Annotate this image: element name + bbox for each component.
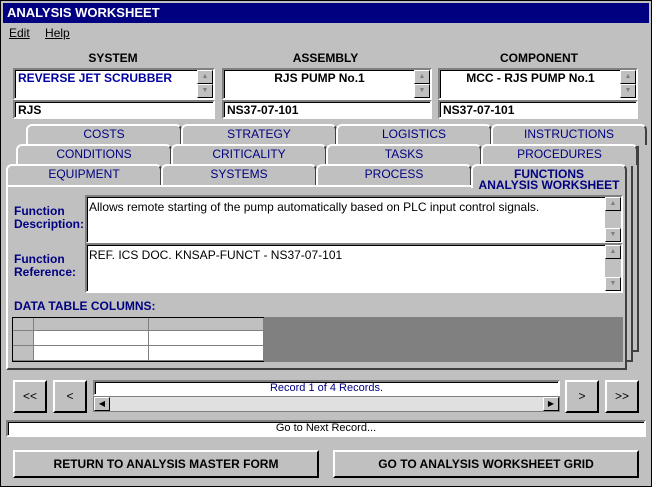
tab-functions-label: FUNCTIONS <box>514 167 584 181</box>
tab-systems[interactable]: SYSTEMS <box>161 164 317 185</box>
assembly-name-scrollbar[interactable] <box>414 70 430 98</box>
scroll-up-icon[interactable]: ▲ <box>414 70 430 84</box>
record-indicator: Record 1 of 4 Records. <box>93 380 560 396</box>
menu-help[interactable]: Help <box>45 26 70 40</box>
title-bar: ANALYSIS WORKSHEET <box>3 3 649 23</box>
scroll-down-icon[interactable]: ▼ <box>414 84 430 98</box>
previous-record-button[interactable]: < <box>53 380 87 413</box>
component-id-value: NS37-07-101 <box>443 103 515 117</box>
menu-edit[interactable]: Edit <box>9 26 30 40</box>
record-scrollbar[interactable] <box>93 396 560 412</box>
assembly-header: ASSEMBLY <box>292 51 359 65</box>
grid-cell[interactable] <box>34 331 149 346</box>
grid-cell[interactable] <box>149 346 264 361</box>
tab-instructions[interactable]: INSTRUCTIONS <box>491 124 647 145</box>
tab-criticality[interactable]: CRITICALITY <box>171 144 327 165</box>
component-name-value: MCC - RJS PUMP No.1 <box>466 71 595 85</box>
assembly-id-value: NS37-07-101 <box>227 103 299 117</box>
function-reference-label: Function Reference: <box>14 252 77 279</box>
last-record-button[interactable]: >> <box>605 380 639 413</box>
status-bar: Go to Next Record... <box>6 420 646 437</box>
menu-bar <box>3 24 649 42</box>
scroll-left-icon[interactable]: ◀ <box>94 397 110 411</box>
tab-costs[interactable]: COSTS <box>26 124 182 145</box>
tab-conditions[interactable]: CONDITIONS <box>16 144 172 165</box>
system-name-field[interactable] <box>13 68 215 100</box>
assembly-name-value: RJS PUMP No.1 <box>274 71 365 85</box>
scroll-up-icon[interactable]: ▲ <box>197 70 213 84</box>
grid-row-header[interactable] <box>13 331 34 346</box>
assembly-id-field[interactable] <box>222 100 432 119</box>
assembly-name-field[interactable] <box>222 68 432 100</box>
return-to-master-form-button[interactable]: RETURN TO ANALYSIS MASTER FORM <box>13 450 319 478</box>
grid-column-header[interactable] <box>34 318 149 331</box>
function-description-scrollbar[interactable] <box>605 197 621 242</box>
tab-strategy[interactable]: STRATEGY <box>181 124 337 145</box>
function-description-field[interactable] <box>85 195 623 244</box>
function-reference-value: REF. ICS DOC. KNSAP-FUNCT - NS37-07-101 <box>89 248 343 262</box>
component-name-scrollbar[interactable] <box>620 70 636 98</box>
function-description-label: Function Description: <box>14 204 85 231</box>
tab-analysis-worksheet-label: ANALYSIS WORKSHEET <box>478 178 620 192</box>
system-id-field[interactable] <box>13 100 215 119</box>
grid-corner <box>13 318 34 331</box>
tab-procedures[interactable]: PROCEDURES <box>481 144 638 165</box>
tab-logistics[interactable]: LOGISTICS <box>336 124 492 145</box>
scroll-up-icon[interactable]: ▲ <box>620 70 636 84</box>
first-record-button[interactable]: << <box>13 380 47 413</box>
scroll-down-icon[interactable]: ▼ <box>605 277 621 291</box>
grid-cell[interactable] <box>149 331 264 346</box>
scroll-down-icon[interactable]: ▼ <box>620 84 636 98</box>
tab-process[interactable]: PROCESS <box>316 164 472 185</box>
tab-functions-analysis-worksheet[interactable] <box>471 164 627 192</box>
tab-tasks[interactable]: TASKS <box>326 144 482 165</box>
system-header: SYSTEM <box>88 51 138 65</box>
go-to-worksheet-grid-button[interactable]: GO TO ANALYSIS WORKSHEET GRID <box>333 450 639 478</box>
next-record-button[interactable]: > <box>565 380 599 413</box>
function-reference-field[interactable] <box>85 243 623 293</box>
data-table-grid[interactable] <box>12 317 264 362</box>
grid-empty-area <box>264 317 623 362</box>
component-name-field[interactable] <box>438 68 638 100</box>
scroll-up-icon[interactable]: ▲ <box>605 197 621 211</box>
system-name-scrollbar[interactable] <box>197 70 213 98</box>
scroll-up-icon[interactable]: ▲ <box>605 245 621 259</box>
tab-equipment[interactable]: EQUIPMENT <box>6 164 162 185</box>
function-description-value: Allows remote starting of the pump automatically based on PLC input control signals. <box>89 200 540 214</box>
system-name-value: REVERSE JET SCRUBBER <box>18 71 173 85</box>
scroll-down-icon[interactable]: ▼ <box>197 84 213 98</box>
grid-row-header[interactable] <box>13 346 34 361</box>
scroll-down-icon[interactable]: ▼ <box>605 228 621 242</box>
grid-cell[interactable] <box>34 346 149 361</box>
grid-column-header[interactable] <box>149 318 264 331</box>
scroll-right-icon[interactable]: ▶ <box>543 397 559 411</box>
panel-top-edge <box>8 185 471 187</box>
system-id-value: RJS <box>18 103 42 117</box>
data-table-label: DATA TABLE COLUMNS: <box>14 299 156 313</box>
component-id-field[interactable] <box>438 100 638 119</box>
component-header: COMPONENT <box>500 51 578 65</box>
function-reference-scrollbar[interactable] <box>605 245 621 291</box>
